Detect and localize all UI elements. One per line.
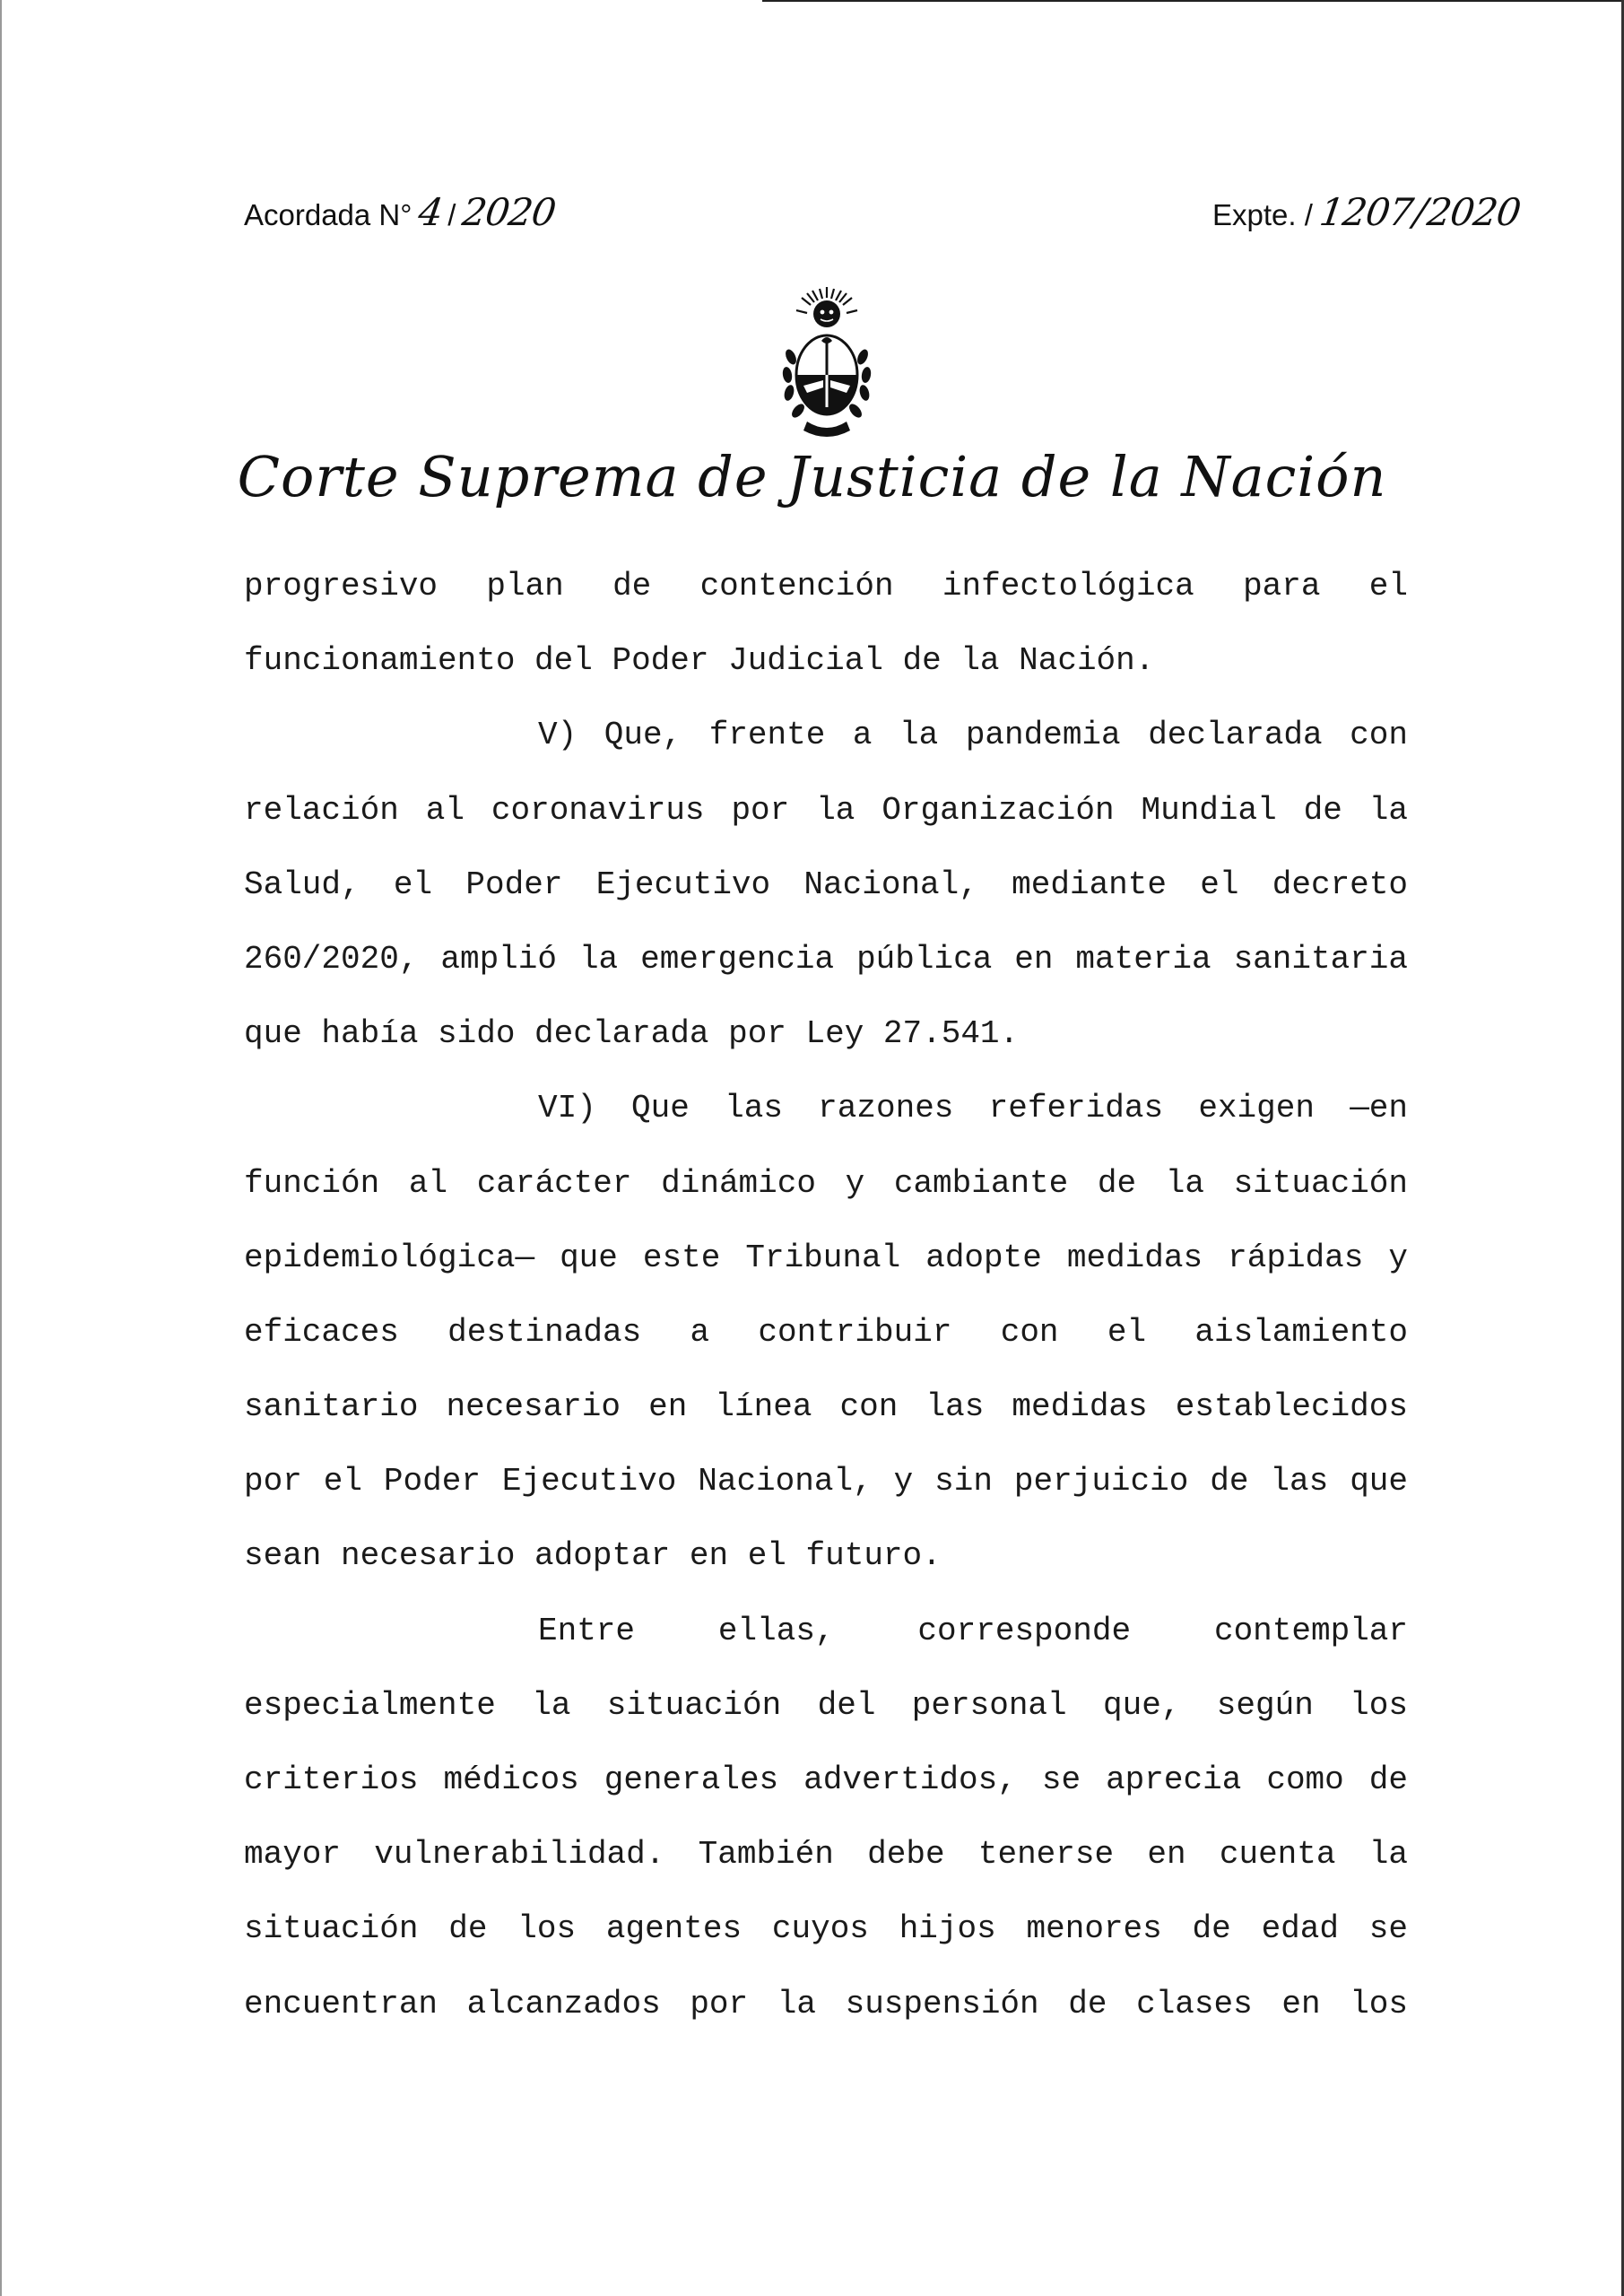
coat-of-arms-icon — [773, 285, 881, 447]
body-line: progresivo plan de contención infectológica para el — [244, 568, 1408, 604]
expte-year: 2020 — [1424, 190, 1524, 234]
body-line: encuentran alcanzados por la suspensión de clases en los — [244, 1985, 1408, 2022]
body-line: 260/2020, amplió la emergencia pública en materia sanitaria — [244, 940, 1408, 978]
body-line: sanitario necesario en línea con las medidas establecidos — [244, 1388, 1408, 1426]
expediente-reference — [1212, 190, 1524, 234]
body-line: criterios médicos generales advertidos, se aprecia como de — [244, 1761, 1408, 1798]
expte-label: Expte. / — [1212, 198, 1313, 231]
court-title: Corte Suprema de Justicia de la Nación — [237, 444, 1387, 509]
acordada-separator: / — [447, 198, 456, 231]
body-line: mayor vulnerabilidad. También debe tenerse en cuenta la — [244, 1836, 1408, 1874]
scan-border-left — [0, 0, 2, 2296]
acordada-reference — [244, 190, 559, 234]
expte-number: 1207 — [1316, 190, 1416, 234]
body-line: eficaces destinadas a contribuir con el aislamiento — [244, 1313, 1408, 1351]
body-line: Salud, el Poder Ejecutivo Nacional, mediante el decreto — [244, 865, 1408, 903]
body-line: por el Poder Ejecutivo Nacional, y sin perjuicio de las que — [244, 1463, 1408, 1500]
acordada-label: Acordada N° — [244, 198, 413, 231]
body-line: función al carácter dinámico y cambiante de la situación — [244, 1164, 1408, 1202]
body-line: especialmente la situación del personal que, según los — [244, 1686, 1408, 1724]
body-line: que había sido declarada por Ley 27.541. — [244, 1015, 1020, 1053]
body-line: V) Que, frente a la pandemia declarada con — [538, 717, 1408, 754]
body-line: relación al coronavirus por la Organización Mundial de la — [244, 791, 1408, 829]
document-body — [244, 549, 1408, 2041]
scan-border-top — [762, 0, 1624, 2]
acordada-year: 2020 — [459, 190, 559, 234]
body-line: Entre ellas, corresponde contemplar — [538, 1612, 1408, 1649]
body-line: VI) Que las razones referidas exigen —en — [538, 1090, 1408, 1127]
body-line: funcionamiento del Poder Judicial de la Nación. — [244, 642, 1155, 680]
body-line: epidemiológica— que este Tribunal adopte medidas rápidas y — [244, 1239, 1408, 1276]
expte-separator: / — [1411, 190, 1429, 234]
acordada-number: 4 — [416, 190, 446, 234]
body-line: sean necesario adoptar en el futuro. — [244, 1537, 942, 1575]
body-line: situación de los agentes cuyos hijos menores de edad se — [244, 1910, 1408, 1948]
